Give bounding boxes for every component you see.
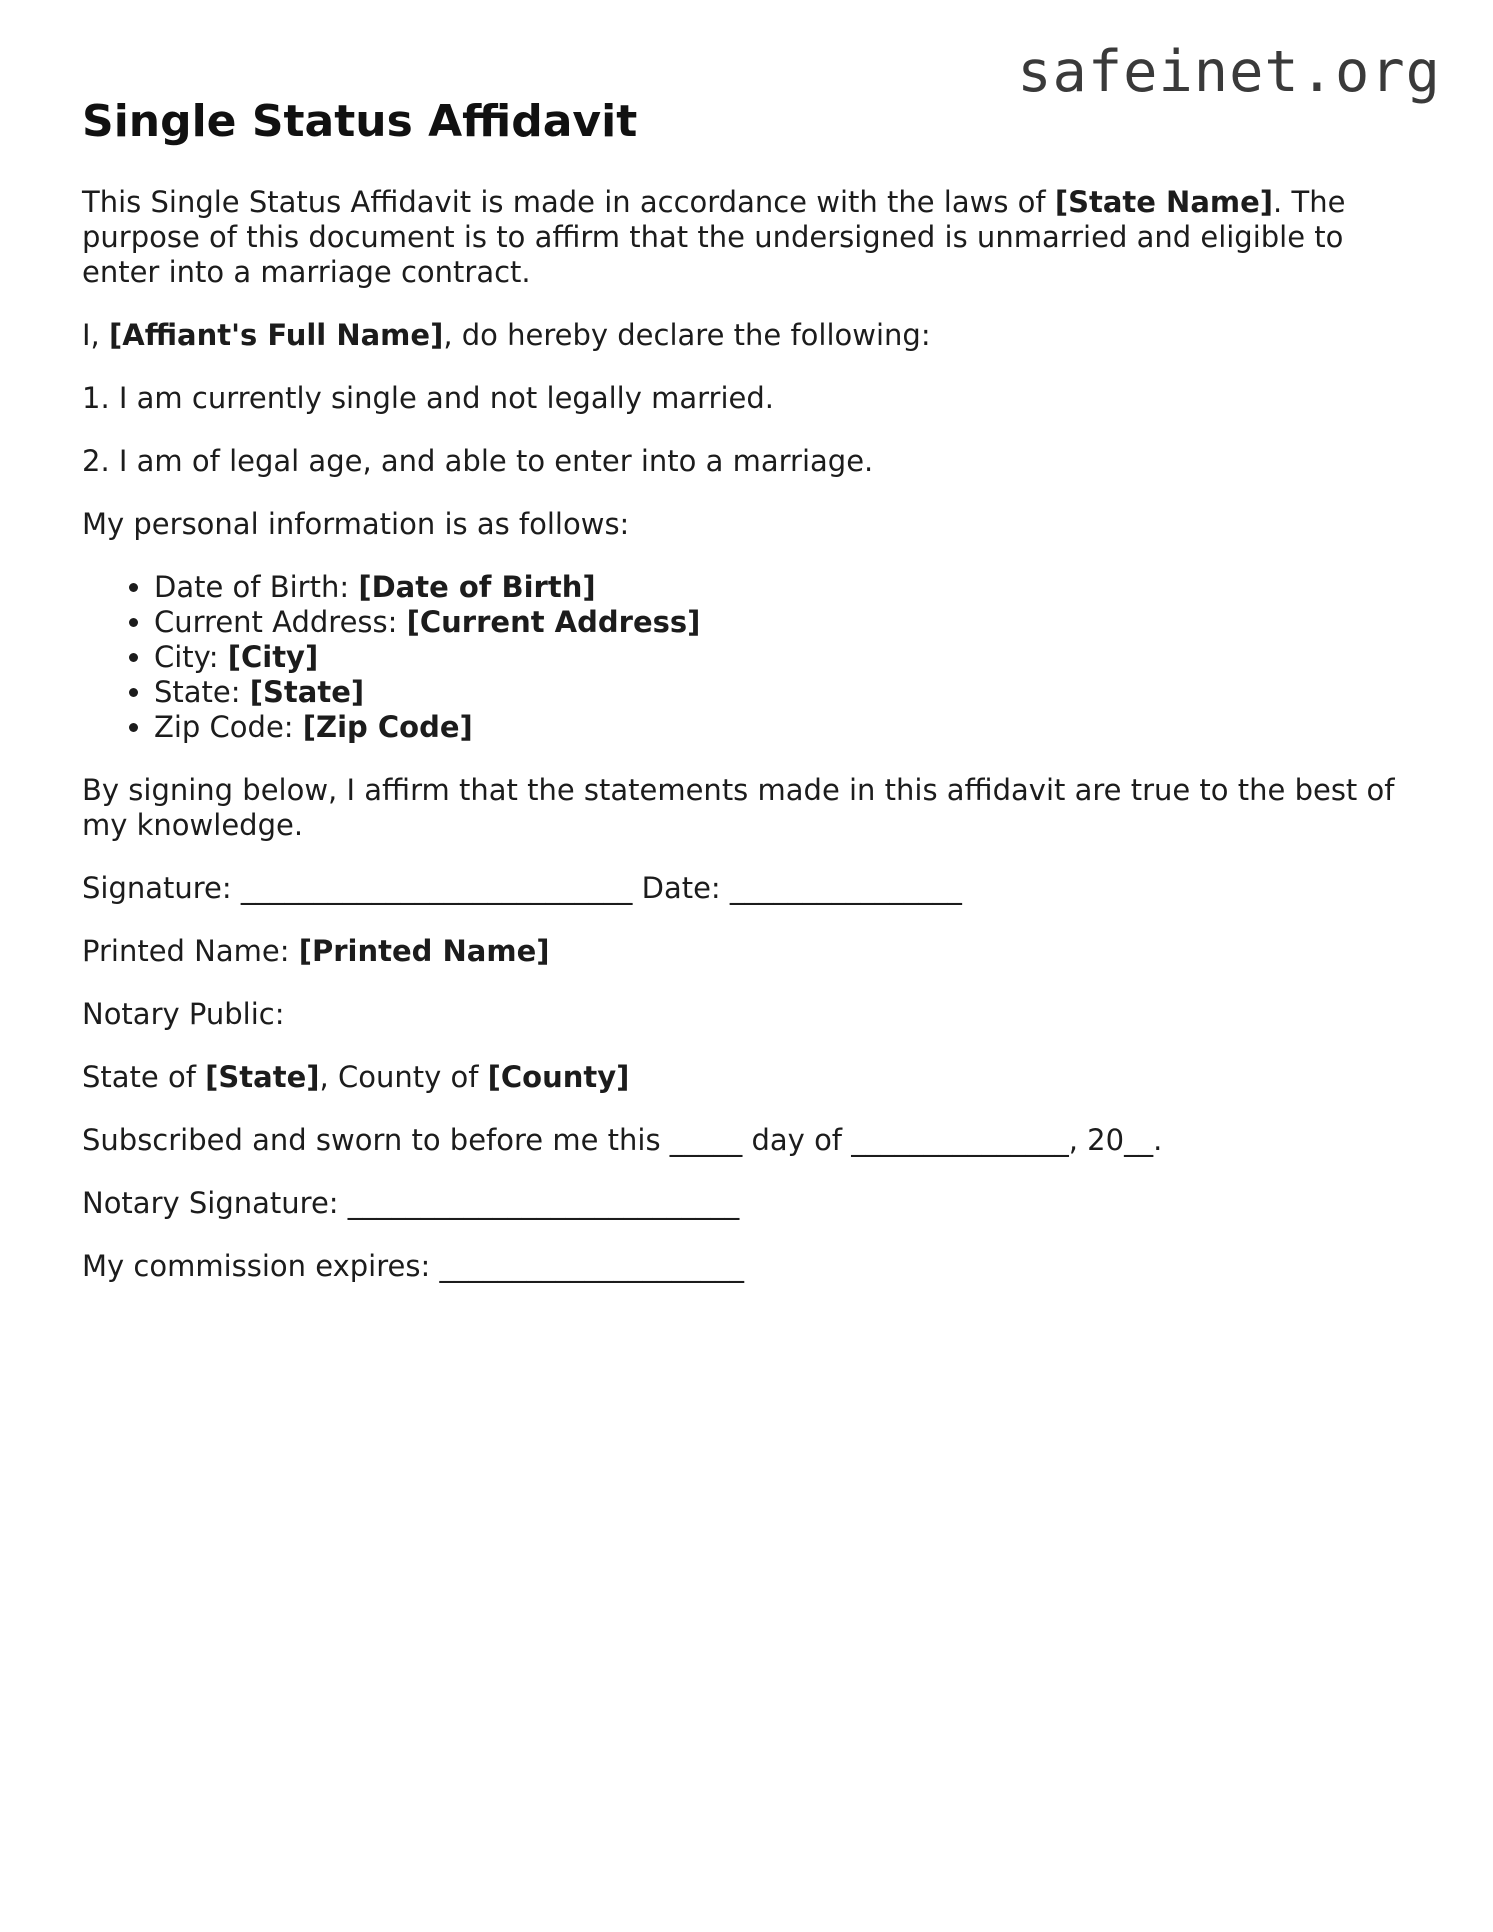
watermark: safeinet.org [1017, 39, 1441, 105]
jurisdiction-state-field: [State] [205, 1059, 320, 1094]
commission-expires-line: My commission expires: _____________________ [82, 1248, 744, 1283]
list-item-zip-code [154, 710, 1412, 745]
notary-public-label: Notary Public: [82, 996, 285, 1031]
zip-code-field: [Zip Code] [302, 709, 473, 744]
list-item-date-of-birth [154, 570, 1412, 605]
city-field: [City] [227, 639, 319, 674]
signature-date-line: Signature: ___________________________ Date: ________________ [82, 870, 962, 905]
list-item-label: Zip Code: [154, 709, 303, 744]
list-item-label: Current Address: [154, 604, 407, 639]
list-item-city [154, 640, 1412, 675]
state-prefix: State of [82, 1059, 206, 1094]
intro-suffix: . The purpose of this document is to affirm that the undersigned is unmarried and eligible to enter into a marriage contract. [82, 184, 1346, 289]
printed-name-field: [Printed Name] [298, 933, 550, 968]
affirmation-paragraph: By signing below, I affirm that the statements made in this affidavit are true to the best of my knowledge. [82, 772, 1395, 842]
list-item-label: Date of Birth: [154, 569, 359, 604]
list-item-current-address [154, 605, 1412, 640]
date-of-birth-field: [Date of Birth] [358, 569, 596, 604]
personal-info-list [82, 570, 1412, 745]
printed-name-label: Printed Name: [82, 933, 299, 968]
list-item-label: State: [154, 674, 250, 709]
notary-signature-line: Notary Signature: ___________________________ [82, 1185, 740, 1220]
intro-prefix: This Single Status Affidavit is made in accordance with the laws of [82, 184, 1055, 219]
printed-name-line [82, 934, 1412, 969]
county-prefix: , County of [319, 1059, 488, 1094]
statement-1: 1. I am currently single and not legally married. [82, 380, 774, 415]
document-title: Single Status Affidavit [82, 96, 638, 147]
document-body [82, 96, 1412, 1312]
jurisdiction-line [82, 1060, 1412, 1095]
list-item-label: City: [154, 639, 228, 674]
state-field: [State] [249, 674, 365, 709]
statement-2: 2. I am of legal age, and able to enter into a marriage. [82, 443, 874, 478]
declaration-prefix: I, [82, 317, 109, 352]
sworn-line: Subscribed and sworn to before me this _____ day of _______________, 20__. [82, 1122, 1163, 1157]
intro-paragraph [82, 185, 1412, 290]
declaration-paragraph [82, 318, 1412, 353]
state-name-field: [State Name] [1054, 184, 1274, 219]
county-field: [County] [487, 1059, 630, 1094]
current-address-field: [Current Address] [406, 604, 701, 639]
affiant-name-field: [Affiant's Full Name] [109, 317, 444, 352]
declaration-suffix: , do hereby declare the following: [443, 317, 931, 352]
personal-info-heading: My personal information is as follows: [82, 506, 630, 541]
list-item-state [154, 675, 1412, 710]
